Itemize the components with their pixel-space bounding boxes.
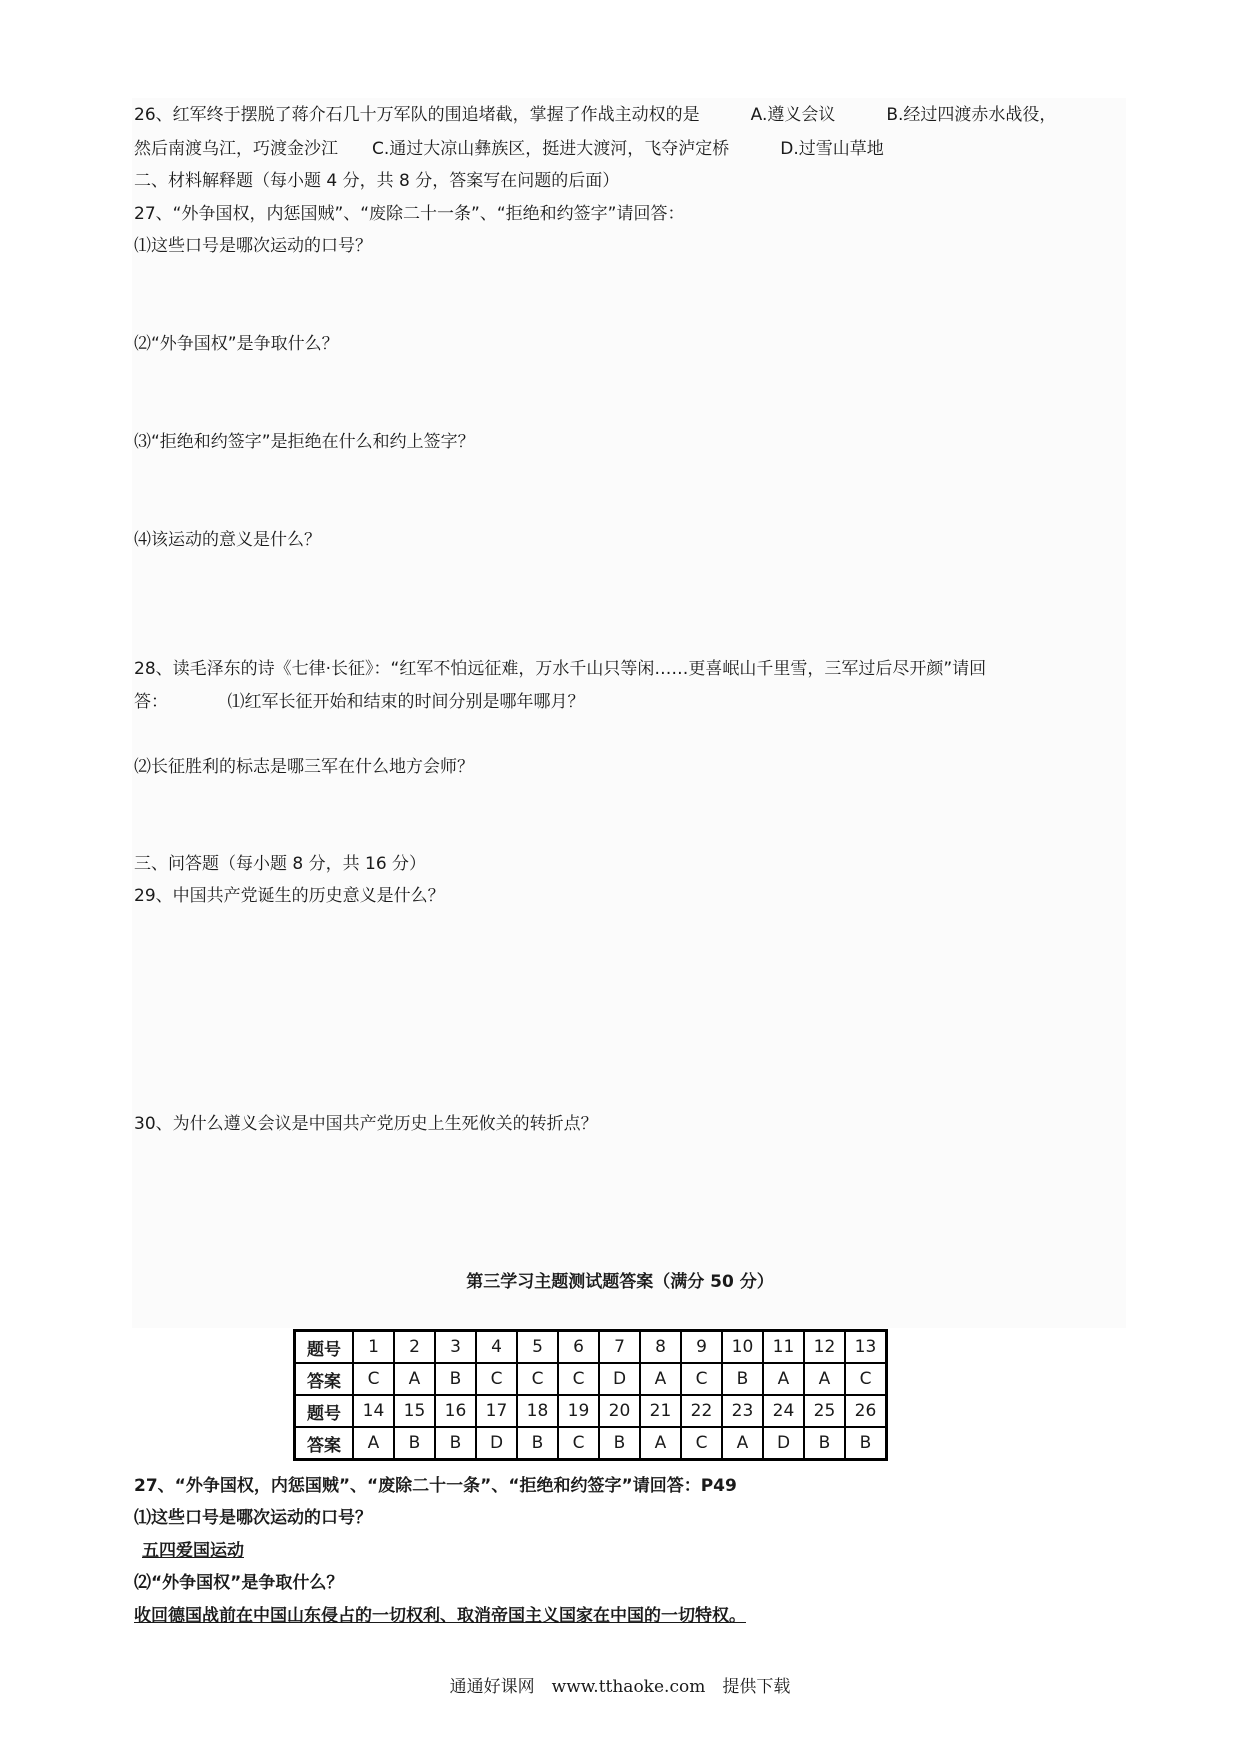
table-row-numbers-2 [295,1395,887,1427]
table-cell: 8 [640,1331,681,1364]
footer-credit: 通通好课网 www.tthaoke.com 提供下载 [449,1677,791,1697]
answer-27-part-1-question: ⑴这些口号是哪次运动的口号？ [134,1508,372,1528]
table-cell: 6 [558,1331,599,1364]
table-row-answers-2 [295,1427,887,1460]
table-cell: C [353,1363,394,1395]
table-cell: D [599,1363,640,1395]
table-cell: 2 [394,1331,435,1364]
table-cell: B [517,1427,558,1460]
table-cell: 16 [435,1395,476,1427]
table-cell: 18 [517,1395,558,1427]
table-cell: 1 [353,1331,394,1364]
question-26-line-1: 26、红军终于摆脱了蒋介石几十万军队的围追堵截，掌握了作战主动权的是 A.遵义会议 B.经过四渡赤水战役， [134,105,1057,125]
table-cell: C [558,1363,599,1395]
table-cell: 13 [845,1331,887,1364]
table-row-answers-1 [295,1363,887,1395]
table-cell: A [640,1363,681,1395]
table-cell: 23 [722,1395,763,1427]
table-row-numbers-1 [295,1331,887,1364]
table-header-number: 题号 [295,1331,354,1364]
table-cell: 4 [476,1331,517,1364]
table-cell: C [558,1427,599,1460]
table-cell: C [681,1363,722,1395]
question-28-part-2: ⑵长征胜利的标志是哪三军在什么地方会师？ [134,757,474,777]
table-cell: 22 [681,1395,722,1427]
table-cell: A [640,1427,681,1460]
question-27-part-4: ⑷该运动的意义是什么？ [134,530,321,550]
table-cell: B [845,1427,887,1460]
table-cell: C [517,1363,558,1395]
table-cell: 19 [558,1395,599,1427]
table-cell: 26 [845,1395,887,1427]
answer-27-part-2-answer: 收回德国战前在中国山东侵占的一切权利、取消帝国主义国家在中国的一切特权。 [134,1606,746,1626]
table-cell: A [722,1427,763,1460]
question-27-stem: 27、“外争国权，内惩国贼”、“废除二十一条”、“拒绝和约签字”请回答： [134,204,685,224]
table-cell: 20 [599,1395,640,1427]
answer-key-title: 第三学习主题测试题答案（满分 50 分） [466,1272,774,1292]
table-header-answer: 答案 [295,1363,354,1395]
table-cell: 5 [517,1331,558,1364]
table-cell: A [804,1363,845,1395]
question-26-line-2: 然后南渡乌江，巧渡金沙江 C.通过大凉山彝族区，挺进大渡河，飞夺泸定桥 D.过雪山草地 [134,139,884,159]
table-cell: 11 [763,1331,804,1364]
table-cell: B [394,1427,435,1460]
table-cell: C [476,1363,517,1395]
question-27-part-2: ⑵“外争国权”是争取什么？ [134,334,339,354]
table-header-number: 题号 [295,1395,354,1427]
table-cell: 21 [640,1395,681,1427]
table-cell: 7 [599,1331,640,1364]
table-cell: D [476,1427,517,1460]
table-cell: B [722,1363,763,1395]
question-27-part-3: ⑶“拒绝和约签字”是拒绝在什么和约上签字？ [134,432,475,452]
table-cell: B [599,1427,640,1460]
section-2-title: 二、材料解释题（每小题 4 分，共 8 分，答案写在问题的后面） [134,171,620,191]
table-cell: 15 [394,1395,435,1427]
answer-27-part-2-question: ⑵“外争国权”是争取什么？ [134,1573,344,1593]
table-cell: A [763,1363,804,1395]
question-27-part-1: ⑴这些口号是哪次运动的口号？ [134,236,372,256]
table-cell: B [435,1427,476,1460]
table-cell: 14 [353,1395,394,1427]
section-3-title: 三、问答题（每小题 8 分，共 16 分） [134,854,427,874]
table-cell: 25 [804,1395,845,1427]
table-cell: 17 [476,1395,517,1427]
table-cell: C [845,1363,887,1395]
table-cell: D [763,1427,804,1460]
table-cell: B [804,1427,845,1460]
answer-table [293,1329,888,1461]
question-28-line-1: 28、读毛泽东的诗《七律·长征》：“红军不怕远征难，万水千山只等闲……更喜岷山千里雪，三军过后尽开颜”请回 [134,659,987,679]
table-cell: 3 [435,1331,476,1364]
page-background-band [132,98,1126,1328]
table-cell: A [394,1363,435,1395]
question-29: 29、中国共产党诞生的历史意义是什么？ [134,886,445,906]
table-cell: B [435,1363,476,1395]
question-28-line-2: 答： ⑴红军长征开始和结束的时间分别是哪年哪月？ [134,692,585,712]
answer-27-part-1-answer: 五四爱国运动 [142,1541,244,1561]
table-cell: A [353,1427,394,1460]
table-cell: 10 [722,1331,763,1364]
table-cell: C [681,1427,722,1460]
table-cell: 24 [763,1395,804,1427]
table-header-answer: 答案 [295,1427,354,1460]
table-cell: 9 [681,1331,722,1364]
table-cell: 12 [804,1331,845,1364]
answer-27-stem: 27、“外争国权，内惩国贼”、“废除二十一条”、“拒绝和约签字”请回答：P49 [134,1476,737,1496]
question-30: 30、为什么遵义会议是中国共产党历史上生死攸关的转折点？ [134,1114,598,1134]
